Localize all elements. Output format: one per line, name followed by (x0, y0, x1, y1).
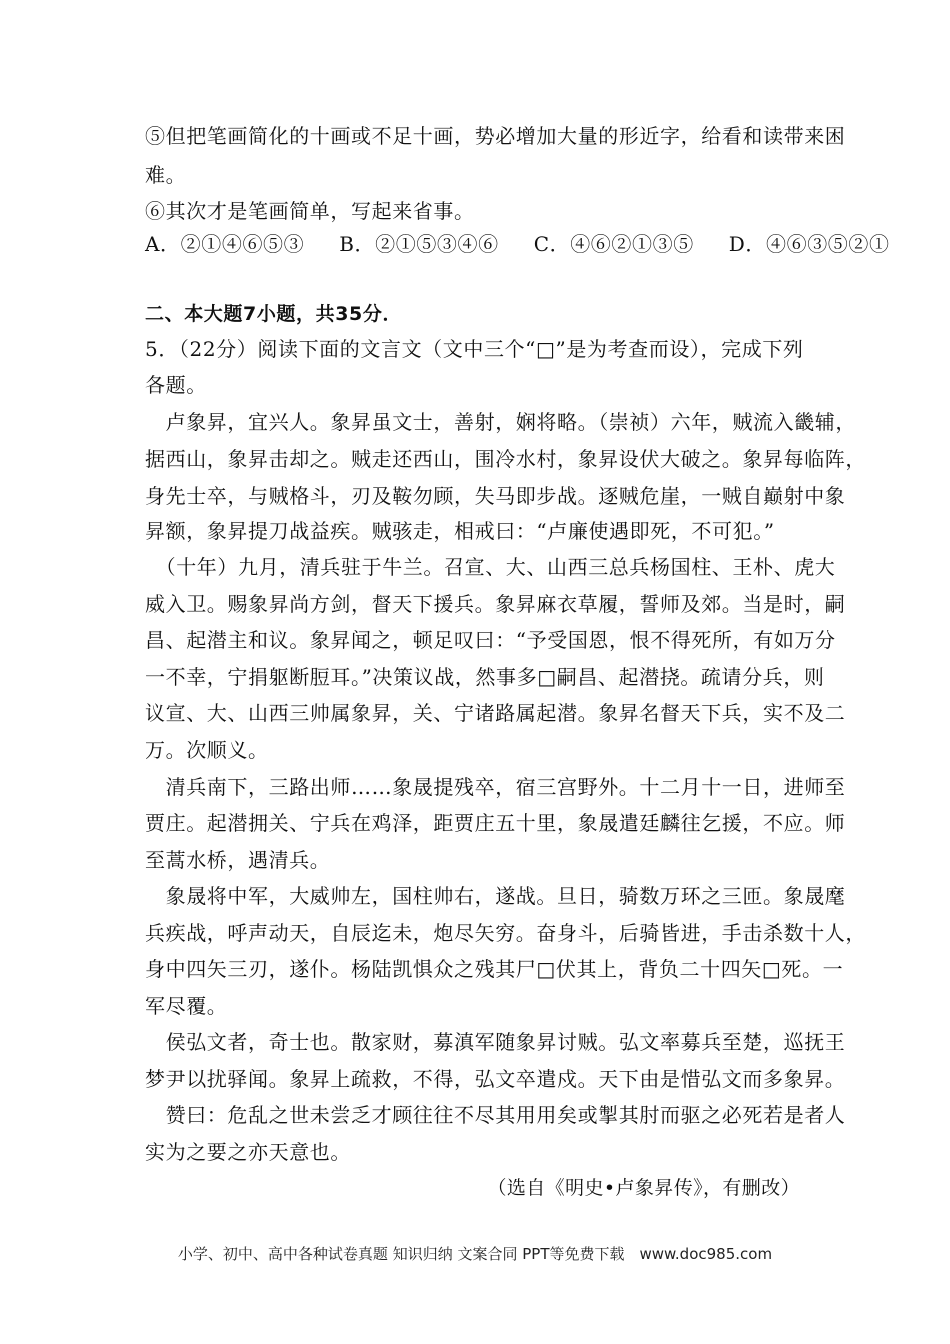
option-d: D．④⑥③⑤②① (728, 232, 890, 256)
text-line: 难。 (145, 163, 187, 187)
question-line: 5．（22分）阅读下面的文言文（文中三个“□”是为考查而设），完成下列 (145, 337, 804, 361)
passage-line: 至蒿水桥，遇清兵。 (145, 848, 331, 872)
option-c: C．④⑥②①③⑤ (533, 232, 694, 256)
passage-line: 一不幸，宁捐躯断脰耳。”决策议战，然事多□嗣昌、起潜挠。疏请分兵，则 (145, 665, 825, 689)
passage-line: 昌、起潜主和议。象昇闻之，顿足叹曰：“予受国恩，恨不得死所，有如万分 (145, 628, 836, 652)
passage-line: 身中四矢三刃，遂仆。杨陆凯惧众之残其尸□伏其上，背负二十四矢□死。一 (145, 957, 844, 981)
passage-line: 兵疾战，呼声动天，自辰迄未，炮尽矢穷。奋身斗，后骑皆进，手击杀数十人， (145, 921, 866, 945)
passage-line: 侯弘文者，奇士也。散家财，募滇军随象昇讨贼。弘文率募兵至楚，巡抚王 (145, 1030, 846, 1054)
passage-line: 卢象昇，宜兴人。象昇虽文士，善射，娴将略。（崇祯）六年，贼流入畿辅， (145, 410, 856, 434)
option-b: B．②①⑤③④⑥ (339, 232, 499, 256)
passage-line: 贾庄。起潜拥关、宁兵在鸡泽，距贾庄五十里，象晟遣廷麟往乞援，不应。师 (145, 811, 846, 835)
text-line: ⑤但把笔画简化的十画或不足十画，势必增加大量的形近字，给看和读带来困 (145, 124, 846, 148)
passage-line: 梦尹以扰驿闻。象昇上疏救，不得，弘文卒遣戍。天下由是惜弘文而多象昇。 (145, 1067, 846, 1091)
passage-line: 赞曰：危乱之世未尝乏才顾往往不尽其用用矣或掣其肘而驱之必死若是者人 (145, 1103, 846, 1127)
section-title: 二、本大题7小题，共35分． (145, 303, 403, 325)
passage-line: 议宣、大、山西三帅属象昇，关、宁诸路属起潜。象昇名督天下兵，实不及二 (145, 701, 846, 725)
page-footer: 小学、初中、高中各种试卷真题 知识归纳 文案合同 PPT等免费下载 www.doc985.com (177, 1245, 773, 1263)
passage-line: （十年）九月，清兵驻于牛兰。召宣、大、山西三总兵杨国柱、王朴、虎大 (145, 555, 836, 579)
passage-line: 据西山，象昇击却之。贼走还西山，围冷水村，象昇设伏大破之。象昇每临阵， (145, 447, 866, 471)
passage-line: 象晟将中军，大威帅左，国柱帅右，遂战。旦日，骑数万环之三匝。象晟麾 (145, 884, 846, 908)
passage-line: 威入卫。赐象昇尚方剑，督天下援兵。象昇麻衣草履，誓师及郊。当是时，嗣 (145, 592, 846, 616)
option-a: A．②①④⑥⑤③ (145, 232, 305, 256)
passage-line: 清兵南下，三路出师……象晟提残卒，宿三宫野外。十二月十一日，进师至 (145, 775, 846, 799)
passage-line: 昇额，象昇提刀战益疾。贼骇走，相戒曰：“卢廉使遇即死，不可犯。” (145, 519, 775, 543)
passage-line: 万。次顺义。 (145, 738, 269, 762)
source-citation: （选自《明史•卢象昇传》，有删改） (487, 1177, 800, 1199)
question-line: 各题。 (145, 373, 207, 397)
text-line: ⑥其次才是笔画简单，写起来省事。 (145, 199, 475, 223)
passage-line: 实为之要之亦天意也。 (145, 1140, 351, 1164)
passage-line: 军尽覆。 (145, 994, 228, 1018)
answer-options (145, 232, 890, 256)
passage-line: 身先士卒，与贼格斗，刃及鞍勿顾，失马即步战。逐贼危崖，一贼自巅射中象 (145, 484, 846, 508)
